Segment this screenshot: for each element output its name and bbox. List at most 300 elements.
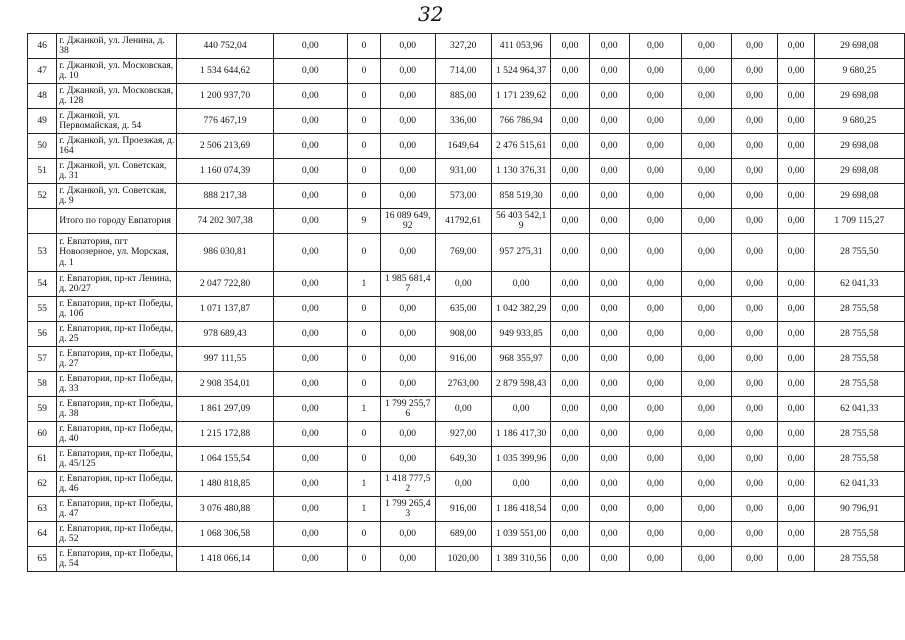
value-cell-c4: 0,00 (380, 34, 435, 59)
table-row (28, 472, 905, 497)
value-cell-c12: 0,00 (778, 372, 814, 397)
value-cell-c6: 56 403 542,19 (491, 209, 551, 234)
value-cell-c9: 0,00 (629, 234, 681, 272)
value-cell-c11: 0,00 (731, 34, 778, 59)
value-cell-c4: 0,00 (380, 84, 435, 109)
address-cell: г. Евпатория, пр-кт Победы, д. 25 (57, 322, 177, 347)
value-cell-c11: 0,00 (731, 209, 778, 234)
value-cell-c9: 0,00 (629, 372, 681, 397)
table-row (28, 547, 905, 572)
value-cell-c10: 0,00 (682, 522, 732, 547)
value-cell-c1: 1 418 066,14 (177, 547, 273, 572)
value-cell-c10: 0,00 (682, 547, 732, 572)
value-cell-c10: 0,00 (682, 34, 732, 59)
value-cell-c7: 0,00 (551, 109, 589, 134)
value-cell-c2: 0,00 (273, 347, 347, 372)
row-number-cell: 52 (28, 184, 57, 209)
address-cell: г. Джанкой, ул. Первомайская, д. 54 (57, 109, 177, 134)
value-cell-c11: 0,00 (731, 134, 778, 159)
value-cell-c1: 3 076 480,88 (177, 497, 273, 522)
value-cell-c9: 0,00 (629, 347, 681, 372)
value-cell-c6: 1 171 239,62 (491, 84, 551, 109)
value-cell-c2: 0,00 (273, 234, 347, 272)
value-cell-c4: 1 799 255,76 (380, 397, 435, 422)
value-cell-c13: 1 709 115,27 (814, 209, 904, 234)
value-cell-c6: 1 130 376,31 (491, 159, 551, 184)
value-cell-c3: 0 (347, 109, 380, 134)
value-cell-c5: 1649,64 (435, 134, 491, 159)
value-cell-c1: 1 068 306,58 (177, 522, 273, 547)
value-cell-c3: 0 (347, 297, 380, 322)
row-number-cell: 49 (28, 109, 57, 134)
value-cell-c10: 0,00 (682, 297, 732, 322)
address-cell: г. Джанкой, ул. Ленина, д. 38 (57, 34, 177, 59)
table-row (28, 422, 905, 447)
table-row (28, 372, 905, 397)
value-cell-c2: 0,00 (273, 184, 347, 209)
value-cell-c7: 0,00 (551, 134, 589, 159)
value-cell-c6: 858 519,30 (491, 184, 551, 209)
value-cell-c4: 0,00 (380, 134, 435, 159)
value-cell-c11: 0,00 (731, 184, 778, 209)
value-cell-c11: 0,00 (731, 472, 778, 497)
page-number: 32 (418, 2, 444, 26)
value-cell-c13: 9 680,25 (814, 59, 904, 84)
value-cell-c12: 0,00 (778, 347, 814, 372)
value-cell-c12: 0,00 (778, 472, 814, 497)
value-cell-c1: 997 111,55 (177, 347, 273, 372)
value-cell-c12: 0,00 (778, 234, 814, 272)
table-row (28, 84, 905, 109)
value-cell-c12: 0,00 (778, 422, 814, 447)
address-cell: г. Джанкой, ул. Московская, д. 10 (57, 59, 177, 84)
value-cell-c7: 0,00 (551, 59, 589, 84)
value-cell-c4: 0,00 (380, 159, 435, 184)
value-cell-c3: 0 (347, 234, 380, 272)
value-cell-c2: 0,00 (273, 84, 347, 109)
value-cell-c10: 0,00 (682, 209, 732, 234)
value-cell-c11: 0,00 (731, 272, 778, 297)
value-cell-c4: 0,00 (380, 547, 435, 572)
address-cell: г. Евпатория, пр-кт Победы, д. 47 (57, 497, 177, 522)
value-cell-c4: 0,00 (380, 322, 435, 347)
value-cell-c13: 28 755,58 (814, 347, 904, 372)
table-row (28, 134, 905, 159)
value-cell-c10: 0,00 (682, 159, 732, 184)
value-cell-c7: 0,00 (551, 184, 589, 209)
value-cell-c11: 0,00 (731, 84, 778, 109)
value-cell-c10: 0,00 (682, 184, 732, 209)
value-cell-c10: 0,00 (682, 422, 732, 447)
value-cell-c5: 635,00 (435, 297, 491, 322)
table-body (28, 34, 905, 572)
row-number-cell: 64 (28, 522, 57, 547)
value-cell-c12: 0,00 (778, 84, 814, 109)
value-cell-c5: 769,00 (435, 234, 491, 272)
value-cell-c6: 0,00 (491, 472, 551, 497)
value-cell-c7: 0,00 (551, 497, 589, 522)
value-cell-c9: 0,00 (629, 422, 681, 447)
value-cell-c2: 0,00 (273, 422, 347, 447)
value-cell-c8: 0,00 (589, 209, 629, 234)
value-cell-c1: 1 861 297,09 (177, 397, 273, 422)
value-cell-c10: 0,00 (682, 109, 732, 134)
value-cell-c9: 0,00 (629, 297, 681, 322)
value-cell-c12: 0,00 (778, 397, 814, 422)
value-cell-c7: 0,00 (551, 547, 589, 572)
value-cell-c3: 0 (347, 84, 380, 109)
value-cell-c13: 29 698,08 (814, 134, 904, 159)
value-cell-c8: 0,00 (589, 34, 629, 59)
row-number-cell: 57 (28, 347, 57, 372)
value-cell-c8: 0,00 (589, 497, 629, 522)
value-cell-c3: 0 (347, 547, 380, 572)
value-cell-c6: 949 933,85 (491, 322, 551, 347)
row-number-cell: 53 (28, 234, 57, 272)
value-cell-c13: 28 755,58 (814, 297, 904, 322)
data-table (27, 33, 905, 572)
value-cell-c6: 1 035 399,96 (491, 447, 551, 472)
row-number-cell: 63 (28, 497, 57, 522)
table-row (28, 159, 905, 184)
value-cell-c7: 0,00 (551, 372, 589, 397)
value-cell-c6: 1 389 310,56 (491, 547, 551, 572)
value-cell-c8: 0,00 (589, 447, 629, 472)
value-cell-c13: 28 755,58 (814, 522, 904, 547)
value-cell-c4: 0,00 (380, 422, 435, 447)
value-cell-c13: 28 755,58 (814, 447, 904, 472)
value-cell-c13: 90 796,91 (814, 497, 904, 522)
value-cell-c8: 0,00 (589, 372, 629, 397)
value-cell-c5: 41792,61 (435, 209, 491, 234)
value-cell-c12: 0,00 (778, 109, 814, 134)
value-cell-c3: 9 (347, 209, 380, 234)
value-cell-c12: 0,00 (778, 159, 814, 184)
value-cell-c11: 0,00 (731, 522, 778, 547)
value-cell-c2: 0,00 (273, 372, 347, 397)
row-number-cell: 65 (28, 547, 57, 572)
value-cell-c13: 28 755,58 (814, 547, 904, 572)
row-number-cell: 48 (28, 84, 57, 109)
value-cell-c2: 0,00 (273, 159, 347, 184)
value-cell-c8: 0,00 (589, 84, 629, 109)
row-number-cell: 61 (28, 447, 57, 472)
table-row (28, 522, 905, 547)
table-row (28, 322, 905, 347)
value-cell-c10: 0,00 (682, 472, 732, 497)
value-cell-c8: 0,00 (589, 297, 629, 322)
value-cell-c11: 0,00 (731, 422, 778, 447)
value-cell-c1: 1 534 644,62 (177, 59, 273, 84)
value-cell-c13: 29 698,08 (814, 184, 904, 209)
value-cell-c10: 0,00 (682, 347, 732, 372)
value-cell-c9: 0,00 (629, 472, 681, 497)
value-cell-c4: 0,00 (380, 184, 435, 209)
value-cell-c8: 0,00 (589, 159, 629, 184)
value-cell-c8: 0,00 (589, 472, 629, 497)
value-cell-c5: 2763,00 (435, 372, 491, 397)
value-cell-c3: 0 (347, 34, 380, 59)
value-cell-c7: 0,00 (551, 347, 589, 372)
value-cell-c9: 0,00 (629, 547, 681, 572)
address-cell: г. Евпатория, пр-кт Победы, д. 40 (57, 422, 177, 447)
row-number-cell: 47 (28, 59, 57, 84)
value-cell-c11: 0,00 (731, 347, 778, 372)
value-cell-c13: 62 041,33 (814, 397, 904, 422)
value-cell-c12: 0,00 (778, 497, 814, 522)
value-cell-c8: 0,00 (589, 59, 629, 84)
value-cell-c6: 1 524 964,37 (491, 59, 551, 84)
value-cell-c2: 0,00 (273, 209, 347, 234)
value-cell-c8: 0,00 (589, 422, 629, 447)
value-cell-c1: 1 160 074,39 (177, 159, 273, 184)
value-cell-c11: 0,00 (731, 447, 778, 472)
value-cell-c7: 0,00 (551, 447, 589, 472)
value-cell-c12: 0,00 (778, 209, 814, 234)
value-cell-c5: 573,00 (435, 184, 491, 209)
table-row (28, 184, 905, 209)
address-cell: г. Джанкой, ул. Советская, д. 31 (57, 159, 177, 184)
value-cell-c7: 0,00 (551, 422, 589, 447)
value-cell-c2: 0,00 (273, 547, 347, 572)
address-cell: г. Евпатория, пр-кт Победы, д. 46 (57, 472, 177, 497)
value-cell-c4: 0,00 (380, 234, 435, 272)
value-cell-c1: 2 047 722,80 (177, 272, 273, 297)
value-cell-c1: 1 071 137,87 (177, 297, 273, 322)
value-cell-c5: 0,00 (435, 472, 491, 497)
table-row (28, 347, 905, 372)
value-cell-c1: 2 506 213,69 (177, 134, 273, 159)
value-cell-c12: 0,00 (778, 184, 814, 209)
value-cell-c5: 908,00 (435, 322, 491, 347)
table-row (28, 234, 905, 272)
value-cell-c4: 1 799 265,43 (380, 497, 435, 522)
value-cell-c3: 0 (347, 159, 380, 184)
value-cell-c9: 0,00 (629, 322, 681, 347)
value-cell-c5: 336,00 (435, 109, 491, 134)
value-cell-c5: 916,00 (435, 347, 491, 372)
value-cell-c1: 2 908 354,01 (177, 372, 273, 397)
value-cell-c7: 0,00 (551, 322, 589, 347)
value-cell-c3: 0 (347, 134, 380, 159)
value-cell-c10: 0,00 (682, 234, 732, 272)
value-cell-c6: 1 186 417,30 (491, 422, 551, 447)
value-cell-c2: 0,00 (273, 472, 347, 497)
value-cell-c3: 1 (347, 397, 380, 422)
value-cell-c10: 0,00 (682, 134, 732, 159)
value-cell-c11: 0,00 (731, 159, 778, 184)
value-cell-c2: 0,00 (273, 447, 347, 472)
address-cell: г. Евпатория, пр-кт Победы, д. 10б (57, 297, 177, 322)
row-number-cell: 62 (28, 472, 57, 497)
value-cell-c6: 2 476 515,61 (491, 134, 551, 159)
value-cell-c7: 0,00 (551, 209, 589, 234)
value-cell-c8: 0,00 (589, 184, 629, 209)
value-cell-c2: 0,00 (273, 397, 347, 422)
value-cell-c5: 0,00 (435, 397, 491, 422)
value-cell-c2: 0,00 (273, 109, 347, 134)
value-cell-c4: 0,00 (380, 59, 435, 84)
value-cell-c8: 0,00 (589, 522, 629, 547)
value-cell-c1: 986 030,81 (177, 234, 273, 272)
value-cell-c11: 0,00 (731, 59, 778, 84)
value-cell-c1: 1 064 155,54 (177, 447, 273, 472)
value-cell-c9: 0,00 (629, 59, 681, 84)
value-cell-c3: 1 (347, 272, 380, 297)
value-cell-c5: 0,00 (435, 272, 491, 297)
value-cell-c4: 0,00 (380, 372, 435, 397)
address-cell: г. Евпатория, пр-кт Победы, д. 52 (57, 522, 177, 547)
address-cell: г. Евпатория, пр-кт Победы, д. 45/125 (57, 447, 177, 472)
address-cell: г. Евпатория, пр-кт Победы, д. 38 (57, 397, 177, 422)
value-cell-c13: 28 755,58 (814, 322, 904, 347)
value-cell-c7: 0,00 (551, 84, 589, 109)
row-number-cell: 50 (28, 134, 57, 159)
value-cell-c11: 0,00 (731, 234, 778, 272)
row-number-cell: 56 (28, 322, 57, 347)
value-cell-c13: 62 041,33 (814, 272, 904, 297)
value-cell-c12: 0,00 (778, 297, 814, 322)
value-cell-c7: 0,00 (551, 272, 589, 297)
value-cell-c2: 0,00 (273, 522, 347, 547)
value-cell-c11: 0,00 (731, 297, 778, 322)
value-cell-c8: 0,00 (589, 347, 629, 372)
value-cell-c6: 766 786,94 (491, 109, 551, 134)
value-cell-c11: 0,00 (731, 322, 778, 347)
table-row (28, 209, 905, 234)
value-cell-c3: 0 (347, 422, 380, 447)
value-cell-c3: 0 (347, 522, 380, 547)
value-cell-c12: 0,00 (778, 134, 814, 159)
value-cell-c9: 0,00 (629, 134, 681, 159)
value-cell-c5: 1020,00 (435, 547, 491, 572)
value-cell-c1: 440 752,04 (177, 34, 273, 59)
value-cell-c5: 927,00 (435, 422, 491, 447)
value-cell-c1: 1 200 937,70 (177, 84, 273, 109)
table-row (28, 397, 905, 422)
value-cell-c1: 1 215 172,88 (177, 422, 273, 447)
value-cell-c7: 0,00 (551, 159, 589, 184)
value-cell-c11: 0,00 (731, 497, 778, 522)
value-cell-c11: 0,00 (731, 397, 778, 422)
value-cell-c10: 0,00 (682, 397, 732, 422)
value-cell-c13: 28 755,58 (814, 372, 904, 397)
value-cell-c9: 0,00 (629, 272, 681, 297)
table-row (28, 297, 905, 322)
value-cell-c7: 0,00 (551, 522, 589, 547)
value-cell-c13: 28 755,58 (814, 422, 904, 447)
value-cell-c2: 0,00 (273, 322, 347, 347)
value-cell-c7: 0,00 (551, 397, 589, 422)
value-cell-c12: 0,00 (778, 322, 814, 347)
value-cell-c8: 0,00 (589, 272, 629, 297)
value-cell-c4: 0,00 (380, 522, 435, 547)
value-cell-c4: 0,00 (380, 447, 435, 472)
value-cell-c1: 1 480 818,85 (177, 472, 273, 497)
value-cell-c1: 74 202 307,38 (177, 209, 273, 234)
table-row (28, 447, 905, 472)
value-cell-c2: 0,00 (273, 497, 347, 522)
value-cell-c1: 776 467,19 (177, 109, 273, 134)
row-number-cell: 54 (28, 272, 57, 297)
value-cell-c13: 29 698,08 (814, 84, 904, 109)
value-cell-c10: 0,00 (682, 84, 732, 109)
value-cell-c5: 649,30 (435, 447, 491, 472)
address-cell: г. Джанкой, ул. Московская, д. 128 (57, 84, 177, 109)
row-number-cell: 58 (28, 372, 57, 397)
value-cell-c9: 0,00 (629, 209, 681, 234)
value-cell-c2: 0,00 (273, 297, 347, 322)
value-cell-c11: 0,00 (731, 547, 778, 572)
value-cell-c6: 2 879 598,43 (491, 372, 551, 397)
value-cell-c2: 0,00 (273, 34, 347, 59)
value-cell-c3: 0 (347, 447, 380, 472)
row-number-cell: 59 (28, 397, 57, 422)
value-cell-c4: 0,00 (380, 297, 435, 322)
address-cell: г. Джанкой, ул. Проезжая, д. 164 (57, 134, 177, 159)
address-cell: Итого по городу Евпатория (57, 209, 177, 234)
value-cell-c8: 0,00 (589, 547, 629, 572)
row-number-cell: 51 (28, 159, 57, 184)
address-cell: г. Евпатория, пр-кт Победы, д. 33 (57, 372, 177, 397)
value-cell-c13: 28 755,50 (814, 234, 904, 272)
address-cell: г. Евпатория, пр-кт Победы, д. 54 (57, 547, 177, 572)
address-cell: г. Джанкой, ул. Советская, д. 9 (57, 184, 177, 209)
value-cell-c8: 0,00 (589, 397, 629, 422)
value-cell-c8: 0,00 (589, 109, 629, 134)
row-number-cell: 60 (28, 422, 57, 447)
value-cell-c8: 0,00 (589, 322, 629, 347)
value-cell-c4: 1 985 681,47 (380, 272, 435, 297)
value-cell-c5: 931,00 (435, 159, 491, 184)
address-cell: г. Евпатория, пгт Новоозерное, ул. Морская, д. 1 (57, 234, 177, 272)
value-cell-c8: 0,00 (589, 134, 629, 159)
value-cell-c2: 0,00 (273, 59, 347, 84)
value-cell-c2: 0,00 (273, 134, 347, 159)
value-cell-c4: 16 089 649,92 (380, 209, 435, 234)
value-cell-c13: 29 698,08 (814, 159, 904, 184)
value-cell-c4: 0,00 (380, 109, 435, 134)
value-cell-c3: 1 (347, 472, 380, 497)
table-row (28, 497, 905, 522)
value-cell-c1: 888 217,38 (177, 184, 273, 209)
value-cell-c2: 0,00 (273, 272, 347, 297)
value-cell-c10: 0,00 (682, 497, 732, 522)
address-cell: г. Евпатория, пр-кт Победы, д. 27 (57, 347, 177, 372)
value-cell-c9: 0,00 (629, 497, 681, 522)
address-cell: г. Евпатория, пр-кт Ленина, д. 20/27 (57, 272, 177, 297)
value-cell-c6: 411 053,96 (491, 34, 551, 59)
value-cell-c3: 0 (347, 347, 380, 372)
value-cell-c9: 0,00 (629, 184, 681, 209)
value-cell-c3: 0 (347, 59, 380, 84)
value-cell-c13: 9 680,25 (814, 109, 904, 134)
value-cell-c10: 0,00 (682, 372, 732, 397)
table-row (28, 59, 905, 84)
value-cell-c5: 714,00 (435, 59, 491, 84)
value-cell-c6: 1 039 551,00 (491, 522, 551, 547)
value-cell-c3: 0 (347, 372, 380, 397)
value-cell-c9: 0,00 (629, 447, 681, 472)
value-cell-c6: 1 042 382,29 (491, 297, 551, 322)
value-cell-c5: 885,00 (435, 84, 491, 109)
table-row (28, 34, 905, 59)
value-cell-c10: 0,00 (682, 322, 732, 347)
value-cell-c7: 0,00 (551, 297, 589, 322)
value-cell-c5: 327,20 (435, 34, 491, 59)
value-cell-c10: 0,00 (682, 447, 732, 472)
value-cell-c10: 0,00 (682, 272, 732, 297)
